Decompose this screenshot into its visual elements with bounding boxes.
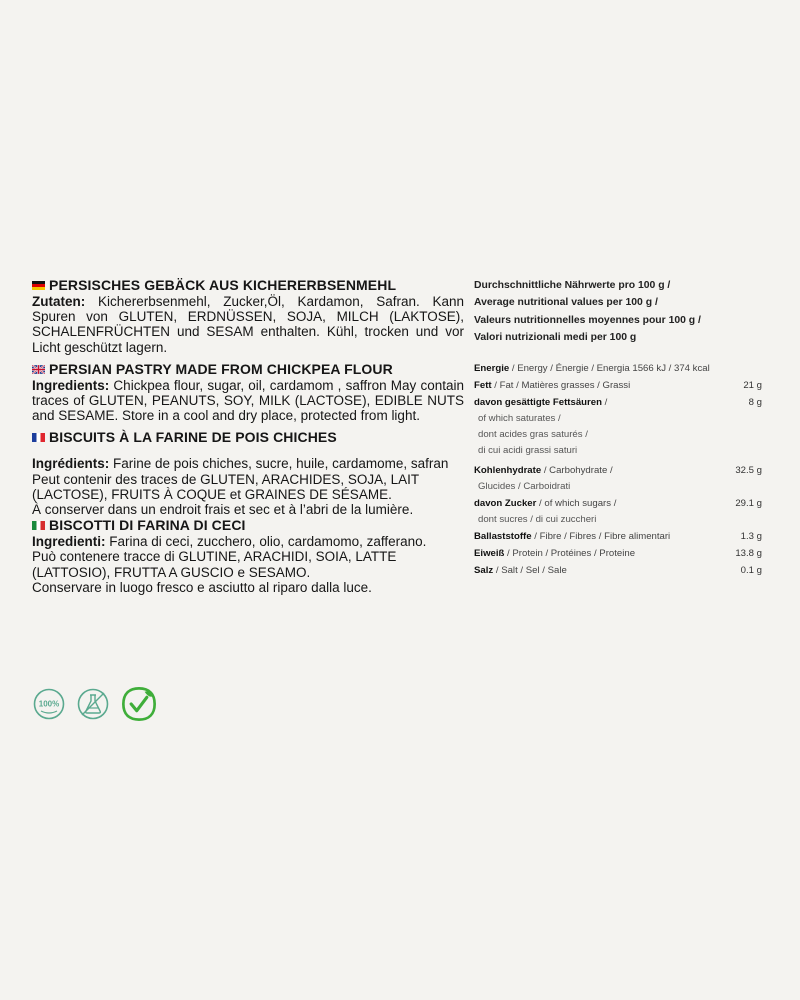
section-title-de: PERSISCHES GEBÄCK AUS KICHERERBSENMEHL — [49, 277, 397, 293]
nutrient-translations: / — [601, 397, 608, 409]
nutrient-translations: / Carbohydrate / — [541, 465, 613, 477]
nutrition-row-sugars — [474, 495, 762, 512]
nutrient-name: Eiweiß — [474, 548, 505, 560]
ingredients-lead-de: Zutaten: — [32, 294, 86, 309]
section-title-en: PERSIAN PASTRY MADE FROM CHICKPEA FLOUR — [49, 360, 393, 377]
nutrient-name: Salz — [474, 565, 494, 577]
ingredients-list-it: Farina di ceci, zucchero, olio, cardamomo, zafferano. — [105, 534, 427, 550]
ingredients-lead-fr: Ingrédients: — [32, 456, 110, 472]
ingredients-it — [32, 534, 464, 549]
section-title-it: BISCOTTI DI FARINA DI CECI — [49, 517, 246, 534]
german-flag-icon — [32, 281, 45, 290]
nutrient-name: davon Zucker — [474, 498, 537, 510]
storage-note-fr: À conserver dans un endroit frais et sec et à l’abri de la lumière. — [32, 502, 414, 518]
nutrition-row-saturates — [474, 394, 762, 411]
nutrient-value: 21 g — [743, 380, 762, 392]
nutrition-header-fr: Valeurs nutritionnelles moyennes pour 100 g / — [474, 314, 701, 326]
nutrition-header-de: Durchschnittliche Nährwerte pro 100 g / — [474, 280, 671, 291]
allergen-note-en: May contain traces of GLUTEN, PEANUTS, SOY, MILK (LACTOSE), EDIBLE NUTS and SESAME. Store in a cool and dry place, protected from light. — [32, 377, 464, 424]
nutrient-value: 32.5 g — [735, 465, 762, 477]
nutrient-translations: / Fat / Matières grasses / Grassi — [491, 380, 631, 392]
nutrient-name: Energie — [474, 363, 510, 375]
product-badges — [32, 685, 158, 723]
nutrient-sub-label: dont sucres / di cui zuccheri — [478, 514, 597, 526]
ingredients-en — [32, 378, 464, 424]
nutrition-panel — [474, 277, 762, 579]
section-en — [32, 361, 464, 424]
nutrient-sub-label: di cui acidi grassi saturi — [478, 445, 578, 457]
ingredients-fr — [32, 456, 464, 471]
ingredients-de — [32, 294, 464, 355]
section-it — [32, 517, 464, 595]
nutrient-value: 0.1 g — [740, 565, 762, 577]
nutrient-translations: / Protein / Protéines / Proteine — [504, 548, 636, 560]
allergen-note-fr: Peut contenir des traces de GLUTEN, ARACHIDES, SOJA, LAIT (LACTOSE), FRUITS À COQUE et GRAINES DE SÉSAME. — [32, 471, 419, 502]
vegan-leaf-check-icon — [120, 685, 158, 723]
nutrient-name: Kohlenhydrate — [474, 465, 542, 477]
section-de — [32, 277, 464, 355]
ingredients-list-en: Chickpea flour, sugar, oil, cardamom , saffron — [109, 377, 387, 393]
ingredients-lead-en: Ingredients: — [32, 377, 110, 393]
ingredients-lead-it: Ingredienti: — [32, 534, 106, 550]
nutrient-value: 1.3 g — [740, 531, 762, 543]
allergen-note-it: Può contenere tracce di GLUTINE, ARACHIDI, SOIA, LATTE (LATTOSIO), FRUTTA A GUSCIO e SESAMO. — [32, 549, 397, 580]
italian-flag-icon — [32, 521, 45, 530]
nutrient-value: 13.8 g — [735, 548, 762, 560]
nutrient-translations: / Energy / Énergie / Energia 1566 kJ / 374 kcal — [509, 363, 710, 375]
nutrient-sub-label: dont acides gras saturés / — [478, 429, 588, 441]
nutrient-sub-label: of which saturates / — [478, 413, 561, 425]
nutrition-table — [474, 360, 762, 579]
nutrient-translations: / Salt / Sel / Sale — [493, 565, 567, 577]
lab-flask-icon — [76, 687, 110, 721]
ingredients-list-fr: Farine de pois chiches, sucre, huile, cardamome, safran — [109, 456, 449, 472]
french-flag-icon — [32, 433, 45, 442]
nutrition-row-protein — [474, 545, 762, 562]
nutrition-row-salt — [474, 562, 762, 579]
nutrition-header-en: Average nutritional values per 100 g / — [474, 297, 658, 309]
nutrient-value: 8 g — [748, 397, 762, 409]
nutrient-translations: / Fibre / Fibres / Fibre alimentari — [531, 531, 671, 543]
storage-note-it: Conservare in luogo fresco e asciutto al riparo dalla luce. — [32, 579, 372, 595]
badge-100-text: 100% — [38, 699, 60, 709]
nutrition-row-fibre — [474, 528, 762, 545]
nutrition-row-carbohydrate — [474, 462, 762, 479]
ingredients-column — [32, 277, 464, 595]
section-title-fr: BISCUITS À LA FARINE DE POIS CHICHES — [49, 429, 337, 446]
nutrition-row-energy — [474, 360, 762, 377]
uk-flag-icon — [32, 365, 45, 374]
nutrient-name: davon gesättigte Fettsäuren — [474, 397, 602, 409]
nutrition-header-it: Valori nutrizionali medi per 100 g — [474, 331, 637, 343]
nutrient-value: 29.1 g — [735, 498, 762, 510]
ingredients-list-de: Kichererbsenmehl, Zucker,Öl, Kardamon, Safran. — [85, 294, 420, 309]
nutrient-sub-label: Glucides / Carboidrati — [478, 481, 571, 493]
section-fr — [32, 429, 464, 517]
nutrition-row-fat — [474, 377, 762, 394]
allergen-note-de: Kann Spuren von GLUTEN, ERDNÜSSEN, SOJA, MILCH (LAKTOSE), SCHALENFRÜCHTEN und SESAM enthalten. Kühl, trocken und vor Licht geschützt lagern. — [32, 294, 464, 355]
natural-100-percent-icon — [32, 687, 66, 721]
nutrient-name: Fett — [474, 380, 492, 392]
nutrient-translations: / of which sugars / — [536, 498, 617, 510]
nutrient-name: Ballaststoffe — [474, 531, 532, 543]
